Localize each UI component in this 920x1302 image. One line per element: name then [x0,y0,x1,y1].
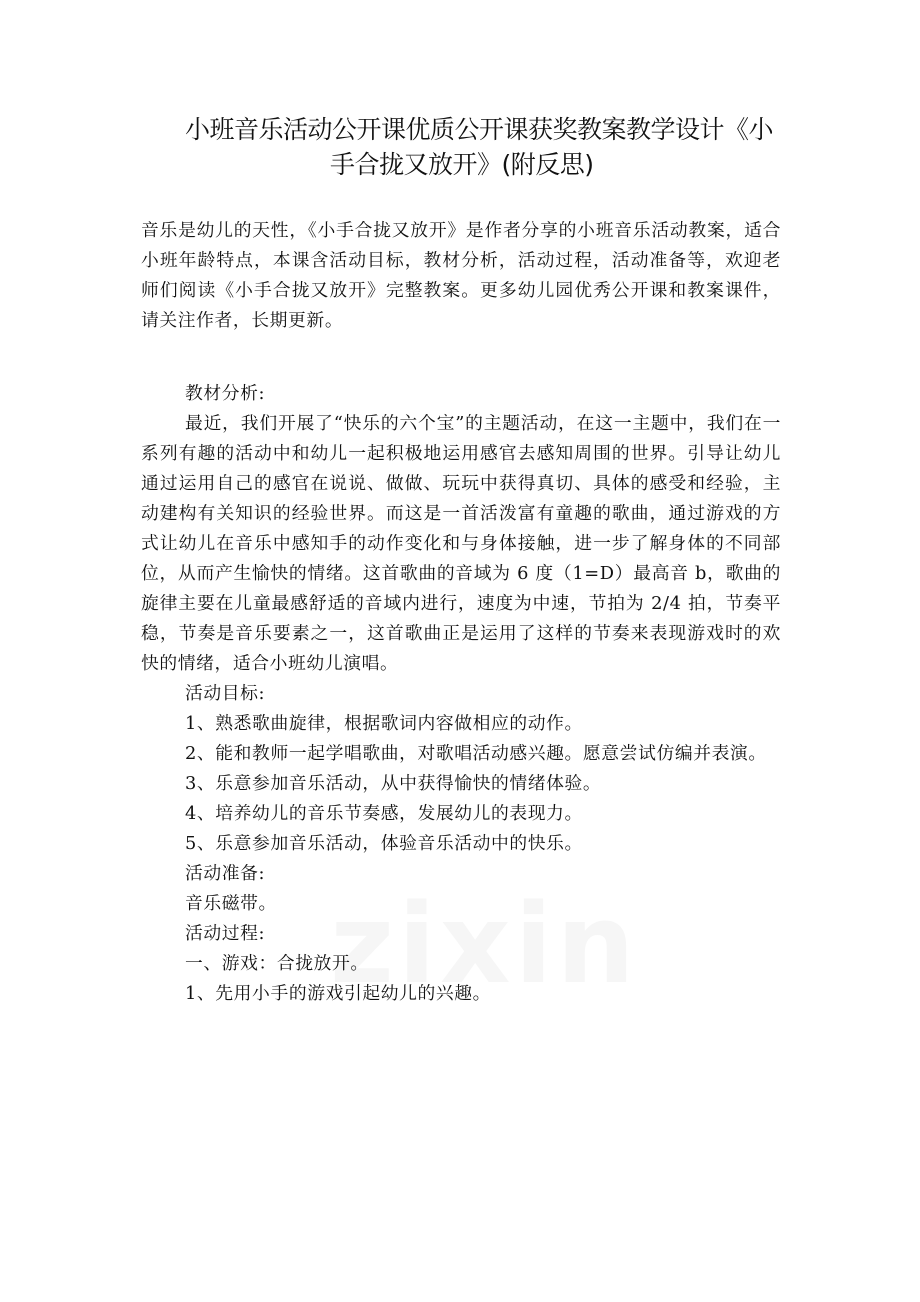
analysis-paragraph: 最近，我们开展了“快乐的六个宝”的主题活动，在这一主题中，我们在一系列有趣的活动中和幼儿一起积极地运用感官去感知周围的世界。引导让幼儿通过运用自己的感官在说说、做做、玩玩中获得真切、具体的感受和经验，主动建构有关知识的经验世界。而这是一首活泼富有童趣的歌曲，通过游戏的方式让幼儿在音乐中感知手的动作变化和与身体接触，进一步了解身体的不同部位，从而产生愉快的情绪。这首歌曲的音域为 6 度（1=D）最高音 b，歌曲的旋律主要在儿童最感舒适的音域内进行，速度为中速，节拍为 2/4 拍，节奏平稳，节奏是音乐要素之一，这首歌曲正是运用了这样的节奏来表现游戏时的欢快的情绪，适合小班幼儿演唱。 [141,413,781,674]
paragraph-gap [141,336,781,379]
title-line-2: 手合拢又放开》(附反思) [330,150,594,179]
prep-heading: 活动准备: [185,863,266,884]
process-item: 一、游戏：合拢放开。 [185,953,369,974]
process-heading: 活动过程: [185,923,266,944]
intro-paragraph: 音乐是幼儿的天性，《小手合拢又放开》是作者分享的小班音乐活动教案，适合小班年龄特点，本课含活动目标，教材分析，活动过程，活动准备等，欢迎老师们阅读《小手合拢又放开》完整教案。更多幼儿园优秀公开课和教案课件，请关注作者，长期更新。 [141,220,781,331]
prep-paragraph: 音乐磁带。 [185,893,277,914]
document-body [141,216,781,1009]
goal-item: 3、乐意参加音乐活动，从中获得愉快的情绪体验。 [185,773,602,794]
goal-item: 5、乐意参加音乐活动，体验音乐活动中的快乐。 [185,833,583,854]
goal-item: 2、能和教师一起学唱歌曲，对歌唱活动感兴趣。愿意尝试仿编并表演。 [185,743,767,764]
goal-item: 1、熟悉歌曲旋律，根据歌词内容做相应的动作。 [185,713,583,734]
goals-heading: 活动目标: [185,683,266,704]
analysis-heading: 教材分析: [185,383,266,404]
document-title [185,112,785,182]
process-item: 1、先用小手的游戏引起幼儿的兴趣。 [185,983,492,1004]
goal-item: 4、培养幼儿的音乐节奏感，发展幼儿的表现力。 [185,803,583,824]
title-line-1: 小班音乐活动公开课优质公开课获奖教案教学设计《小 [185,115,774,144]
